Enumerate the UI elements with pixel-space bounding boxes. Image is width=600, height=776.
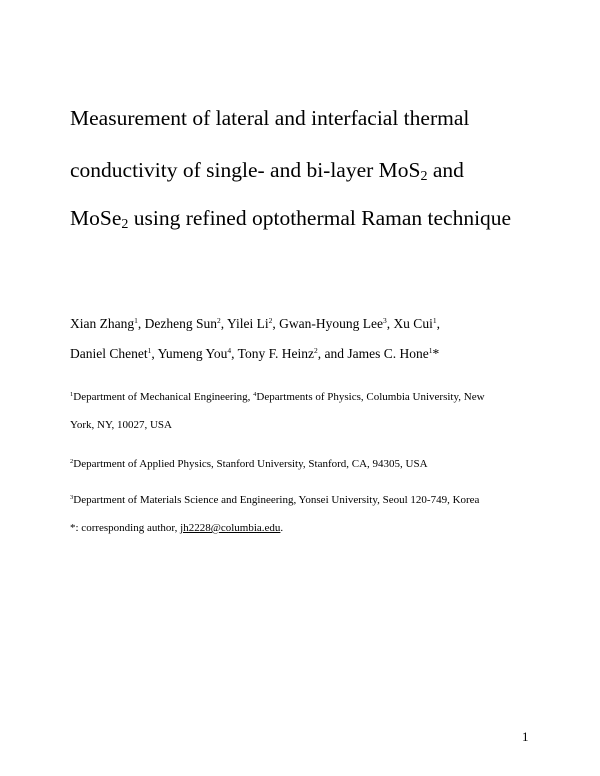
title-line-3-text: using refined optothermal Raman technique (128, 206, 512, 230)
affiliation-1-continued: York, NY, 10027, USA (70, 419, 172, 431)
author-name: James C. Hone (347, 346, 429, 361)
affiliation-text: Departments of Physics, Columbia University, New (256, 391, 485, 403)
authors-line-2 (70, 346, 439, 362)
author-separator: * (432, 346, 440, 361)
author-name: Xu Cui (393, 316, 433, 331)
author-affil-mark: 2 (216, 316, 221, 325)
affiliation-3 (70, 493, 479, 507)
author-affil-mark: 1 (134, 316, 138, 325)
author-affil-mark: 2 (314, 346, 318, 355)
affiliation-mark: 1 (70, 391, 74, 398)
author-name: Dezheng Sun (144, 316, 217, 331)
author-separator: , (272, 316, 280, 331)
affiliation-mark: 2 (70, 458, 74, 465)
author-separator: , (151, 346, 158, 361)
author-name: Daniel Chenet (70, 346, 148, 361)
author-separator: , (137, 316, 145, 331)
author-affil-mark: 3 (382, 316, 387, 325)
author-name: Xian Zhang (70, 316, 135, 331)
corresponding-author (70, 521, 283, 535)
author-affil-mark: 4 (227, 346, 232, 355)
title-line-2-tail: and (427, 158, 464, 182)
author-separator: , (220, 316, 227, 331)
email-link[interactable]: jh2228@columbia.edu (180, 522, 281, 534)
page-number: 1 (522, 729, 529, 744)
corresponding-label: *: corresponding author, (70, 522, 181, 534)
author-name: Yilei Li (226, 316, 269, 331)
title-line-2-subscript: 2 (420, 169, 428, 184)
title-line-2 (70, 158, 464, 182)
author-separator: , and (317, 346, 348, 361)
title-line-3-head: MoSe (70, 206, 122, 230)
affiliation-2 (70, 457, 428, 471)
affiliation-mark: 3 (70, 494, 74, 501)
affiliation-mark: 4 (253, 391, 257, 398)
author-name: Yumeng You (157, 346, 228, 361)
author-name: Gwan-Hyoung Lee (279, 316, 383, 331)
author-affil-mark: 1 (432, 316, 437, 325)
author-affil-mark: 2 (268, 316, 273, 325)
author-separator: , (386, 316, 394, 331)
title-line-3-subscript: 2 (121, 217, 129, 232)
corresponding-period: . (280, 522, 284, 534)
title-line-2-text: conductivity of single- and bi-layer MoS (70, 158, 421, 182)
affiliation-text: Department of Mechanical Engineering, (73, 391, 254, 403)
author-separator: , (436, 316, 440, 331)
authors-line-1 (70, 316, 440, 332)
author-affil-mark: 1 (147, 346, 152, 355)
affiliation-1 (70, 390, 485, 404)
title-line-1: Measurement of lateral and interfacial thermal (70, 106, 470, 130)
author-separator: , (231, 346, 238, 361)
author-name: Tony F. Heinz (237, 346, 314, 361)
title-line-3 (70, 206, 511, 230)
author-affil-mark: 1 (428, 346, 433, 355)
affiliation-text: Department of Materials Science and Engineering, Yonsei University, Seoul 120-749, Korea (73, 494, 480, 506)
affiliation-text: Department of Applied Physics, Stanford University, Stanford, CA, 94305, USA (73, 458, 428, 470)
